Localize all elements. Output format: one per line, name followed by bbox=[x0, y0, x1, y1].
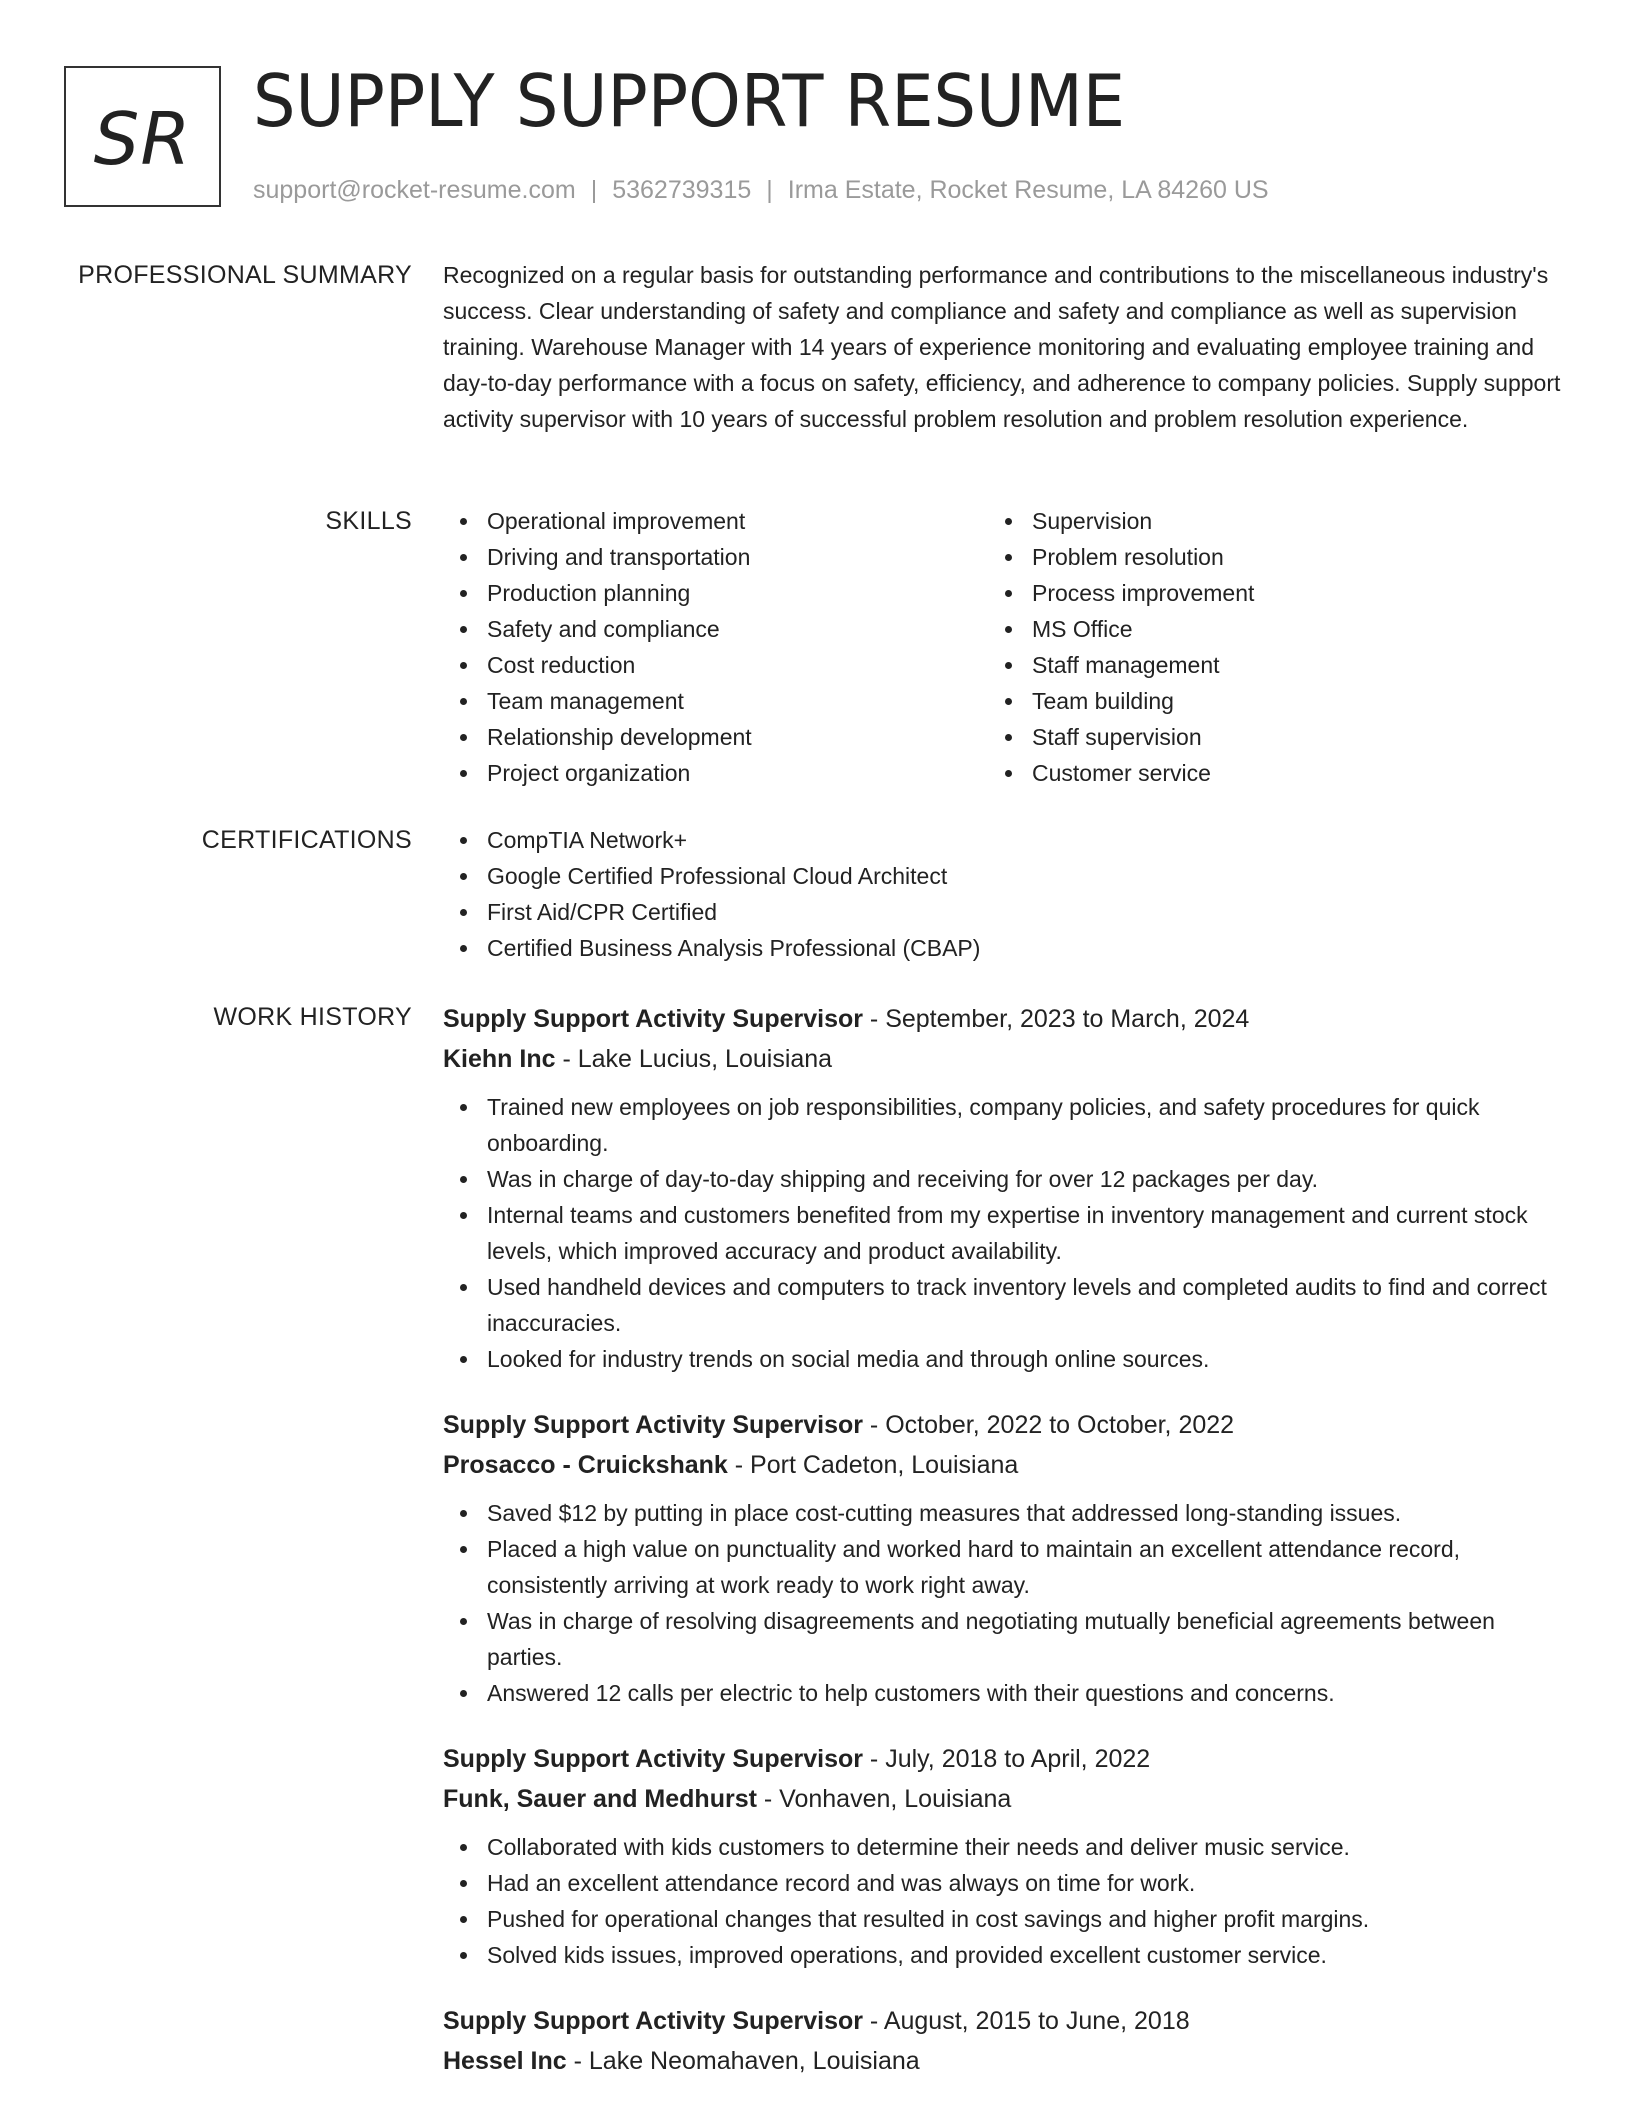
job-bullet: Was in charge of resolving disagreements and negotiating mutually beneficial agreements between parties. bbox=[443, 1603, 1561, 1675]
job-bullets bbox=[443, 1089, 1561, 1377]
skill-item: Staff supervision bbox=[988, 719, 1533, 755]
summary-heading: PROFESSIONAL SUMMARY bbox=[78, 261, 412, 289]
job-entry bbox=[443, 1405, 1561, 1711]
job-bullet: Looked for industry trends on social media and through online sources. bbox=[443, 1341, 1561, 1377]
job-bullets bbox=[443, 1829, 1561, 1973]
job-bullet: Trained new employees on job responsibilities, company policies, and safety procedures for quick onboarding. bbox=[443, 1089, 1561, 1161]
monogram-initials: SR bbox=[93, 96, 192, 181]
job-title-line bbox=[443, 2001, 1561, 2041]
job-title-line bbox=[443, 1405, 1561, 1445]
certifications-list bbox=[443, 822, 1561, 966]
job-company-line bbox=[443, 1445, 1561, 1485]
job-company: Kiehn Inc bbox=[443, 1045, 556, 1073]
job-company-line bbox=[443, 2041, 1561, 2081]
job-bullet: Saved $12 by putting in place cost-cutting measures that addressed long-standing issues. bbox=[443, 1495, 1561, 1531]
job-role: Supply Support Activity Supervisor bbox=[443, 1411, 863, 1439]
job-role: Supply Support Activity Supervisor bbox=[443, 1005, 863, 1033]
contact-line bbox=[253, 173, 1269, 207]
certification-item: First Aid/CPR Certified bbox=[443, 894, 1561, 930]
contact-email[interactable]: support@rocket-resume.com bbox=[253, 176, 576, 204]
job-location: - Lake Neomahaven, Louisiana bbox=[566, 2047, 920, 2075]
job-dates: - September, 2023 to March, 2024 bbox=[862, 1005, 1250, 1033]
job-entry bbox=[443, 2001, 1561, 2081]
job-entry bbox=[443, 1739, 1561, 1973]
work-history-heading: WORK HISTORY bbox=[213, 1003, 412, 1031]
job-bullet: Pushed for operational changes that resulted in cost savings and higher profit margins. bbox=[443, 1901, 1561, 1937]
job-bullet: Was in charge of day-to-day shipping and receiving for over 12 packages per day. bbox=[443, 1161, 1561, 1197]
job-bullets bbox=[443, 1495, 1561, 1711]
contact-separator: | bbox=[590, 176, 598, 204]
skill-item: Team building bbox=[988, 683, 1533, 719]
skill-item: Customer service bbox=[988, 755, 1533, 791]
certification-item: Google Certified Professional Cloud Architect bbox=[443, 858, 1561, 894]
job-company: Funk, Sauer and Medhurst bbox=[443, 1785, 757, 1813]
job-bullet: Placed a high value on punctuality and worked hard to maintain an excellent attendance record, consistently arriving at work ready to work right away. bbox=[443, 1531, 1561, 1603]
job-entry bbox=[443, 999, 1561, 1377]
contact-separator: | bbox=[766, 176, 773, 204]
skills-body bbox=[443, 503, 1561, 791]
job-location: - Port Cadeton, Louisiana bbox=[727, 1451, 1019, 1479]
skill-item: Relationship development bbox=[443, 719, 988, 755]
job-bullet: Used handheld devices and computers to track inventory levels and completed audits to find and correct inaccuracies. bbox=[443, 1269, 1561, 1341]
job-role: Supply Support Activity Supervisor bbox=[443, 1745, 863, 1773]
job-bullet: Solved kids issues, improved operations, and provided excellent customer service. bbox=[443, 1937, 1561, 1973]
skill-item: Safety and compliance bbox=[443, 611, 988, 647]
job-company-line bbox=[443, 1779, 1561, 1819]
skill-item: Project organization bbox=[443, 755, 988, 791]
contact-address: Irma Estate, Rocket Resume, LA 84260 US bbox=[787, 176, 1269, 204]
skill-item: MS Office bbox=[988, 611, 1533, 647]
job-dates: - August, 2015 to June, 2018 bbox=[862, 2007, 1190, 2035]
certification-item: Certified Business Analysis Professional (CBAP) bbox=[443, 930, 1561, 966]
skill-item: Team management bbox=[443, 683, 988, 719]
certifications-heading: CERTIFICATIONS bbox=[201, 826, 412, 854]
job-dates: - July, 2018 to April, 2022 bbox=[862, 1745, 1151, 1773]
job-bullet: Answered 12 calls per electric to help customers with their questions and concerns. bbox=[443, 1675, 1561, 1711]
job-bullet: Had an excellent attendance record and was always on time for work. bbox=[443, 1865, 1561, 1901]
monogram-box bbox=[64, 66, 221, 207]
contact-phone[interactable]: 5362739315 bbox=[612, 176, 752, 204]
job-company: Hessel Inc bbox=[443, 2047, 567, 2075]
job-location: - Lake Lucius, Louisiana bbox=[555, 1045, 833, 1073]
skill-item: Problem resolution bbox=[988, 539, 1533, 575]
skills-list-left bbox=[443, 503, 988, 791]
job-company: Prosacco - Cruickshank bbox=[443, 1451, 728, 1479]
skill-item: Process improvement bbox=[988, 575, 1533, 611]
certification-item: CompTIA Network+ bbox=[443, 822, 1561, 858]
job-title-line bbox=[443, 1739, 1561, 1779]
work-history-body bbox=[443, 999, 1561, 2109]
skill-item: Supervision bbox=[988, 503, 1533, 539]
skill-item: Production planning bbox=[443, 575, 988, 611]
skills-heading: SKILLS bbox=[325, 507, 412, 535]
job-dates: - October, 2022 to October, 2022 bbox=[862, 1411, 1235, 1439]
job-bullet: Collaborated with kids customers to determine their needs and deliver music service. bbox=[443, 1829, 1561, 1865]
skill-item: Operational improvement bbox=[443, 503, 988, 539]
skills-list-right bbox=[988, 503, 1533, 791]
job-location: - Vonhaven, Louisiana bbox=[756, 1785, 1012, 1813]
certifications-body bbox=[443, 822, 1561, 966]
skill-item: Driving and transportation bbox=[443, 539, 988, 575]
skill-item: Staff management bbox=[988, 647, 1533, 683]
skill-item: Cost reduction bbox=[443, 647, 988, 683]
job-title-line bbox=[443, 999, 1561, 1039]
job-company-line bbox=[443, 1039, 1561, 1079]
job-role: Supply Support Activity Supervisor bbox=[443, 2007, 863, 2035]
job-bullet: Internal teams and customers benefited from my expertise in inventory management and current stock levels, which improved accuracy and product availability. bbox=[443, 1197, 1561, 1269]
summary-text: Recognized on a regular basis for outstanding performance and contributions to the miscellaneous industry's success. Clear understanding of safety and compliance and safety and compliance as well as supervision training. Warehouse Manager with 14 years of experience monitoring and evaluating employee training and day-to-day performance with a focus on safety, efficiency, and adherence to company policies. Supply support activity supervisor with 10 years of successful problem resolution and problem resolution experience. bbox=[443, 262, 1561, 432]
resume-title: SUPPLY SUPPORT RESUME bbox=[253, 59, 1126, 143]
summary-body bbox=[443, 257, 1561, 437]
